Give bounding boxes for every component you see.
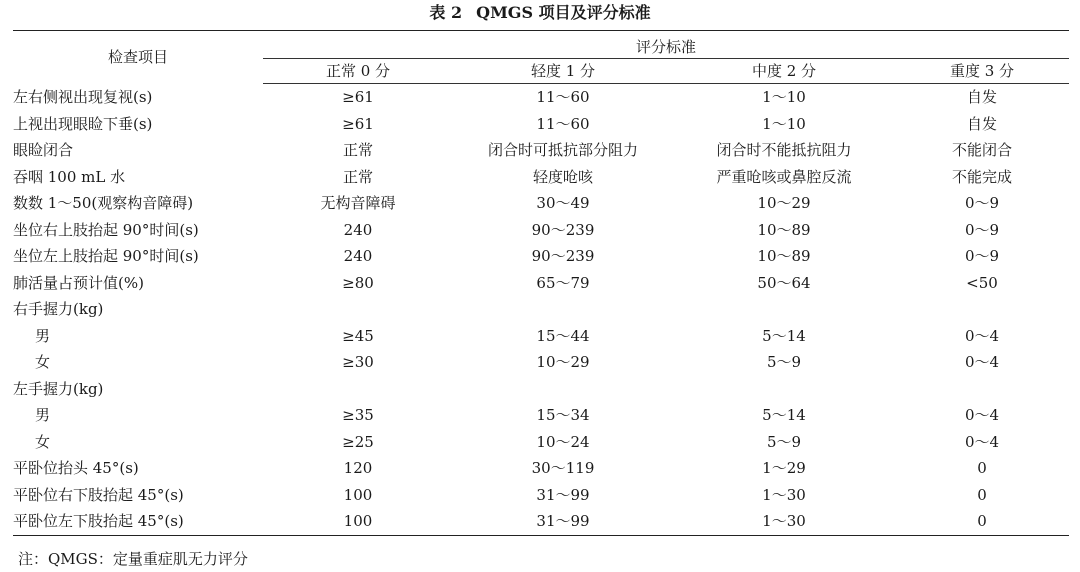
- table-number: 表 2: [429, 3, 463, 22]
- table-row: [13, 84, 1069, 111]
- table-row: [13, 217, 1069, 244]
- cell-severe: 0: [977, 459, 987, 478]
- cell-moderate: 50～64: [757, 273, 811, 292]
- header-scoring-standard: 评分标准: [263, 31, 1069, 59]
- cell-severe: 0: [977, 485, 987, 504]
- cell-severe: [895, 376, 1069, 403]
- row-item-name: 吞咽 100 mL 水: [13, 167, 126, 186]
- table-row: [13, 482, 1069, 509]
- cell-severe: 0～9: [964, 220, 1000, 239]
- cell-mild: 30～119: [531, 459, 595, 478]
- cell-moderate: 1～10: [762, 88, 806, 107]
- table-title: QMGS 项目及评分标准: [476, 3, 651, 22]
- cell-moderate: 1～30: [673, 508, 895, 535]
- cell-normal: ≥80: [342, 273, 374, 292]
- cell-severe: 0～4: [964, 326, 1000, 345]
- row-item-name: 坐位右上肢抬起 90°时间(s): [13, 220, 199, 239]
- cell-severe: 不能闭合: [952, 141, 1013, 160]
- table-row: [13, 111, 1069, 138]
- cell-moderate: [673, 296, 895, 323]
- cell-normal: 240: [343, 220, 373, 239]
- cell-normal: 100: [263, 508, 453, 535]
- table-row: [13, 376, 1069, 403]
- cell-moderate: 5～9: [766, 353, 802, 372]
- cell-mild: [453, 376, 673, 403]
- cell-severe: 自发: [967, 114, 998, 133]
- cell-normal: 240: [343, 247, 373, 266]
- cell-severe: 0～4: [964, 432, 1000, 451]
- header-row-group: [13, 31, 1069, 59]
- cell-moderate: 5～14: [762, 406, 806, 425]
- cell-moderate: 5～9: [766, 432, 802, 451]
- cell-normal: [263, 376, 453, 403]
- cell-moderate: 5～14: [762, 326, 806, 345]
- table-row: [13, 323, 1069, 350]
- cell-normal: ≥61: [342, 114, 374, 133]
- cell-normal: 正常: [342, 141, 373, 160]
- cell-normal: ≥35: [342, 406, 374, 425]
- row-item-name: 眼睑闭合: [13, 141, 74, 160]
- cell-normal: 无构音障碍: [320, 194, 396, 213]
- cell-severe: 不能完成: [952, 167, 1013, 186]
- row-item-name: 女: [35, 432, 51, 451]
- cell-moderate: 1～29: [762, 459, 806, 478]
- cell-normal: ≥61: [342, 88, 374, 107]
- cell-mild: 65～79: [536, 273, 590, 292]
- table-row: [13, 190, 1069, 217]
- cell-normal: ≥25: [342, 432, 374, 451]
- table-row: [13, 508, 1069, 535]
- cell-mild: 11～60: [536, 114, 590, 133]
- cell-severe: <50: [966, 273, 998, 292]
- header-grade-mild: 轻度 1 分: [453, 59, 673, 84]
- row-item-name: 左手握力(kg): [13, 379, 104, 398]
- cell-mild: 30～49: [536, 194, 590, 213]
- cell-moderate: 闭合时不能抵抗阻力: [716, 141, 852, 160]
- cell-mild: 11～60: [536, 88, 590, 107]
- table-row: [13, 137, 1069, 164]
- cell-normal: 120: [343, 459, 373, 478]
- table-row: [13, 164, 1069, 191]
- row-item-name: 平卧位右下肢抬起 45°(s): [13, 485, 184, 504]
- cell-normal: 100: [343, 485, 373, 504]
- cell-normal: [263, 296, 453, 323]
- table-row: [13, 270, 1069, 297]
- row-item-name: 平卧位左下肢抬起 45°(s): [13, 508, 263, 535]
- cell-mild: 15～34: [536, 406, 590, 425]
- table-body: [13, 84, 1069, 536]
- table-note: 注：QMGS：定量重症肌无力评分: [18, 550, 248, 568]
- cell-mild: 90～239: [531, 247, 595, 266]
- row-item-name: 男: [35, 326, 51, 345]
- cell-mild: 90～239: [531, 220, 595, 239]
- table-row: [13, 296, 1069, 323]
- row-item-name: 坐位左上肢抬起 90°时间(s): [13, 247, 199, 266]
- table-row: [13, 402, 1069, 429]
- cell-mild: 轻度呛咳: [532, 167, 593, 186]
- row-item-name: 左右侧视出现复视(s): [13, 88, 153, 106]
- header-grade-severe: 重度 3 分: [895, 59, 1069, 84]
- header-grade-moderate: 中度 2 分: [673, 59, 895, 84]
- table-caption: [0, 0, 1080, 26]
- qmgs-table: [13, 30, 1069, 536]
- cell-moderate: 1～30: [762, 485, 806, 504]
- cell-moderate: [673, 376, 895, 403]
- cell-normal: ≥45: [342, 326, 374, 345]
- cell-mild: 15～44: [536, 326, 590, 345]
- table-row: [13, 349, 1069, 376]
- cell-mild: 31～99: [536, 485, 590, 504]
- cell-moderate: 1～10: [762, 114, 806, 133]
- table-row: [13, 429, 1069, 456]
- row-item-name: 上视出现眼睑下垂(s): [13, 114, 153, 133]
- cell-mild: 31～99: [453, 508, 673, 535]
- cell-mild: 10～29: [536, 353, 590, 372]
- cell-severe: 0～4: [964, 406, 1000, 425]
- cell-normal: ≥30: [342, 353, 374, 372]
- cell-severe: [895, 296, 1069, 323]
- row-item-name: 男: [35, 406, 51, 425]
- cell-moderate: 10～29: [757, 194, 811, 213]
- cell-mild: 10～24: [536, 432, 590, 451]
- row-item-name: 数数 1～50(观察构音障碍): [13, 194, 194, 213]
- cell-severe: 0～9: [964, 194, 1000, 213]
- cell-severe: 0～9: [964, 247, 1000, 266]
- cell-severe: 0～4: [964, 353, 1000, 372]
- cell-moderate: 10～89: [757, 220, 811, 239]
- header-item: 检查项目: [13, 31, 263, 84]
- row-item-name: 女: [35, 353, 51, 372]
- cell-normal: 正常: [342, 167, 373, 186]
- table-row: [13, 243, 1069, 270]
- cell-moderate: 10～89: [757, 247, 811, 266]
- cell-mild: 闭合时可抵抗部分阻力: [487, 141, 638, 160]
- header-grade-normal: 正常 0 分: [263, 59, 453, 84]
- cell-mild: [453, 296, 673, 323]
- cell-severe: 0: [895, 508, 1069, 535]
- cell-moderate: 严重呛咳或鼻腔反流: [716, 167, 852, 186]
- cell-severe: 自发: [967, 88, 998, 107]
- row-item-name: 肺活量占预计值(%): [13, 273, 144, 292]
- row-item-name: 右手握力(kg): [13, 300, 104, 319]
- row-item-name: 平卧位抬头 45°(s): [13, 459, 139, 478]
- table-row: [13, 455, 1069, 482]
